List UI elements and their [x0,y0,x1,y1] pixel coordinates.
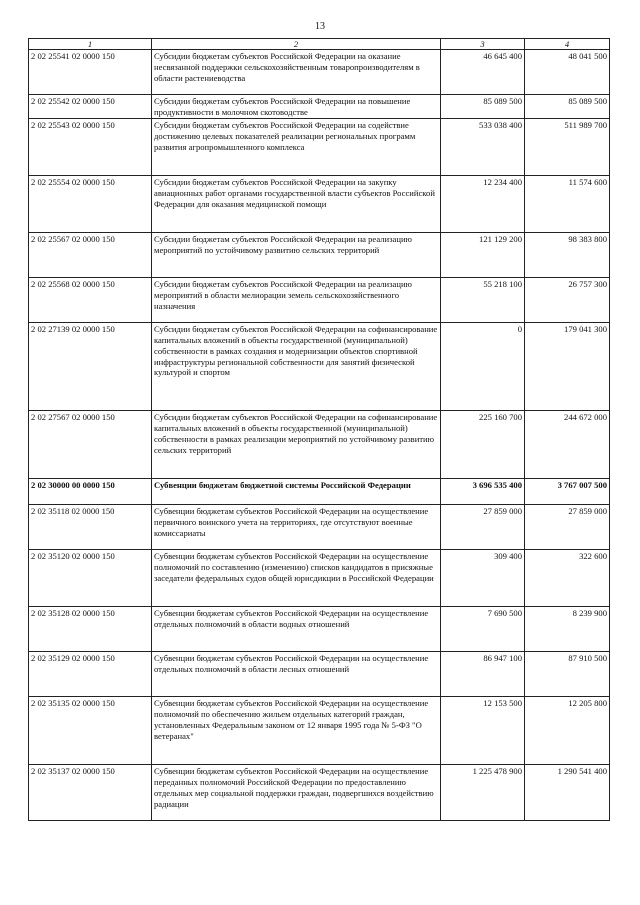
table-row [29,606,610,651]
budget-code-cell: 2 02 25543 02 0000 150 [29,118,152,175]
budget-code-cell: 2 02 35135 02 0000 150 [29,696,152,764]
table-row [29,764,610,820]
table-row [29,651,610,696]
amount-year2-cell: 179 041 300 [525,322,610,410]
amount-year1-cell: 12 234 400 [441,175,525,232]
budget-code-cell: 2 02 35129 02 0000 150 [29,651,152,696]
amount-year1-cell: 85 089 500 [441,95,525,119]
column-header-2: 2 [152,39,441,50]
column-header-3: 3 [441,39,525,50]
amount-year2-cell: 48 041 500 [525,50,610,95]
amount-year2-cell: 27 859 000 [525,504,610,549]
table-header-row [29,39,610,50]
description-cell: Субсидии бюджетам субъектов Российской Федерации на закупку авиационных работ органами государственной власти субъектов Российской Федерации для оказания медицинской помощи [152,175,441,232]
amount-year1-cell: 55 218 100 [441,277,525,322]
description-cell: Субсидии бюджетам субъектов Российской Федерации на реализацию мероприятий по устойчивому развитию сельских территорий [152,232,441,277]
table-row [29,696,610,764]
amount-year2-cell: 322 600 [525,549,610,606]
description-cell: Субвенции бюджетам субъектов Российской Федерации на осуществление первичного воинского учета на территориях, где отсутствуют военные комиссариаты [152,504,441,549]
amount-year1-cell: 0 [441,322,525,410]
table-row [29,118,610,175]
amount-year2-cell: 98 383 800 [525,232,610,277]
budget-code-cell: 2 02 25568 02 0000 150 [29,277,152,322]
description-cell: Субсидии бюджетам субъектов Российской Федерации на реализацию мероприятий в области мелиорации земель сельскохозяйственного назначения [152,277,441,322]
budget-code-cell: 2 02 35118 02 0000 150 [29,504,152,549]
budget-code-cell: 2 02 35128 02 0000 150 [29,606,152,651]
description-cell: Субвенции бюджетам субъектов Российской Федерации на осуществление отдельных полномочий в области лесных отношений [152,651,441,696]
amount-year2-cell: 244 672 000 [525,410,610,478]
amount-year1-cell: 86 947 100 [441,651,525,696]
budget-code-cell: 2 02 35137 02 0000 150 [29,764,152,820]
amount-year1-cell: 12 153 500 [441,696,525,764]
budget-code-cell: 2 02 25541 02 0000 150 [29,50,152,95]
amount-year2-cell: 1 290 541 400 [525,764,610,820]
amount-year1-cell: 225 160 700 [441,410,525,478]
amount-year1-cell: 46 645 400 [441,50,525,95]
column-header-1: 1 [29,39,152,50]
amount-year1-cell: 121 129 200 [441,232,525,277]
description-cell: Субвенции бюджетам бюджетной системы Российской Федерации [152,478,441,504]
description-cell: Субсидии бюджетам субъектов Российской Федерации на софинансирование капитальных вложений в объекты государственной (муниципальной) собственности в рамках реализации мероприятий по устойчивому развитию сельских территорий [152,410,441,478]
amount-year1-cell: 309 400 [441,549,525,606]
budget-code-cell: 2 02 30000 00 0000 150 [29,478,152,504]
amount-year2-cell: 11 574 600 [525,175,610,232]
amount-year2-cell: 85 089 500 [525,95,610,119]
table-row [29,549,610,606]
budget-code-cell: 2 02 25554 02 0000 150 [29,175,152,232]
table-row [29,50,610,95]
amount-year2-cell: 26 757 300 [525,277,610,322]
amount-year2-cell: 87 910 500 [525,651,610,696]
amount-year2-cell: 12 205 800 [525,696,610,764]
table-row [29,175,610,232]
table-row [29,504,610,549]
table-row [29,95,610,119]
page-number: 13 [315,21,325,32]
amount-year1-cell: 7 690 500 [441,606,525,651]
amount-year1-cell: 27 859 000 [441,504,525,549]
budget-code-cell: 2 02 25567 02 0000 150 [29,232,152,277]
amount-year2-cell: 3 767 007 500 [525,478,610,504]
description-cell: Субвенции бюджетам субъектов Российской Федерации на осуществление переданных полномочий Российской Федерации по предоставлению отдельных мер социальной поддержки граждан, подвергшихся воздействию радиации [152,764,441,820]
description-cell: Субсидии бюджетам субъектов Российской Федерации на содействие достижению целевых показателей реализации региональных программ развития агропромышленного комплекса [152,118,441,175]
amount-year1-cell: 1 225 478 900 [441,764,525,820]
budget-code-cell: 2 02 25542 02 0000 150 [29,95,152,119]
table-row [29,322,610,410]
table-row [29,232,610,277]
budget-code-cell: 2 02 27567 02 0000 150 [29,410,152,478]
description-cell: Субсидии бюджетам субъектов Российской Федерации на софинансирование капитальных вложений в объекты государственной (муниципальной) собственности в рамках создания и модернизации объектов спортивной инфраструктуры региональной собственности для занятий физической культурой и спортом [152,322,441,410]
description-cell: Субсидии бюджетам субъектов Российской Федерации на повышение продуктивности в молочном скотоводстве [152,95,441,119]
description-cell: Субвенции бюджетам субъектов Российской Федерации на осуществление полномочий по обеспечению жильем отдельных категорий граждан, установленных Федеральным законом от 12 января 1995 года № 5-ФЗ "О ветеранах" [152,696,441,764]
amount-year1-cell: 3 696 535 400 [441,478,525,504]
table-row [29,478,610,504]
amount-year2-cell: 511 989 700 [525,118,610,175]
description-cell: Субсидии бюджетам субъектов Российской Федерации на оказание несвязанной поддержки сельскохозяйственным товаропроизводителям в области растениеводства [152,50,441,95]
table-row [29,277,610,322]
table-row [29,410,610,478]
column-header-4: 4 [525,39,610,50]
amount-year2-cell: 8 239 900 [525,606,610,651]
description-cell: Субвенции бюджетам субъектов Российской Федерации на осуществление отдельных полномочий в области водных отношений [152,606,441,651]
amount-year1-cell: 533 038 400 [441,118,525,175]
budget-table [28,38,610,821]
budget-code-cell: 2 02 27139 02 0000 150 [29,322,152,410]
description-cell: Субвенции бюджетам субъектов Российской Федерации на осуществление полномочий по составлению (изменению) списков кандидатов в присяжные заседатели федеральных судов общей юрисдикции в Российской Федерации [152,549,441,606]
budget-code-cell: 2 02 35120 02 0000 150 [29,549,152,606]
